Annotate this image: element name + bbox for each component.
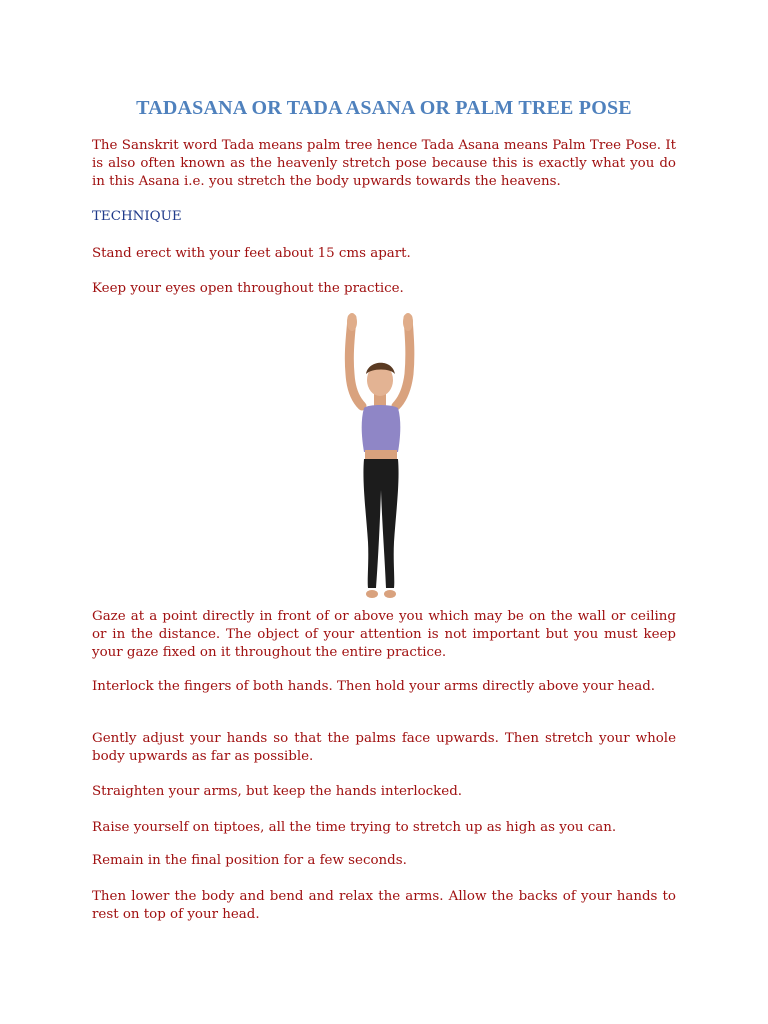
step-9: Then lower the body and bend and relax the arms. Allow the backs of your hands to rest on top of your head. [92, 889, 676, 922]
technique-heading: TECHNIQUE [92, 209, 182, 224]
palm-tree-pose-illustration [318, 312, 446, 604]
step-5: Gently adjust your hands so that the palms face upwards. Then stretch your whole body upwards as far as possible. [92, 731, 676, 764]
step-1: Stand erect with your feet about 15 cms apart. [92, 246, 411, 261]
step-6: Straighten your arms, but keep the hands interlocked. [92, 784, 463, 799]
intro-paragraph: The Sanskrit word Tada means palm tree hence Tada Asana means Palm Tree Pose. It is also often known as the heavenly stretch pose because this is exactly what you do in this Asana i.e. you stretch the body upwards towards the heavens. [92, 138, 676, 189]
page-title: TADASANA OR TADA ASANA OR PALM TREE POSE [136, 97, 632, 119]
step-8: Remain in the final position for a few seconds. [92, 853, 407, 868]
step-4: Interlock the fingers of both hands. Then hold your arms directly above your head. [92, 679, 656, 694]
step-3: Gaze at a point directly in front of or above you which may be on the wall or ceiling or in the distance. The object of your attention is not important but you must keep your gaze fixed on it throughout the entire practice. [92, 609, 676, 660]
step-7: Raise yourself on tiptoes, all the time trying to stretch up as high as you can. [92, 820, 617, 835]
step-2: Keep your eyes open throughout the practice. [92, 281, 404, 296]
